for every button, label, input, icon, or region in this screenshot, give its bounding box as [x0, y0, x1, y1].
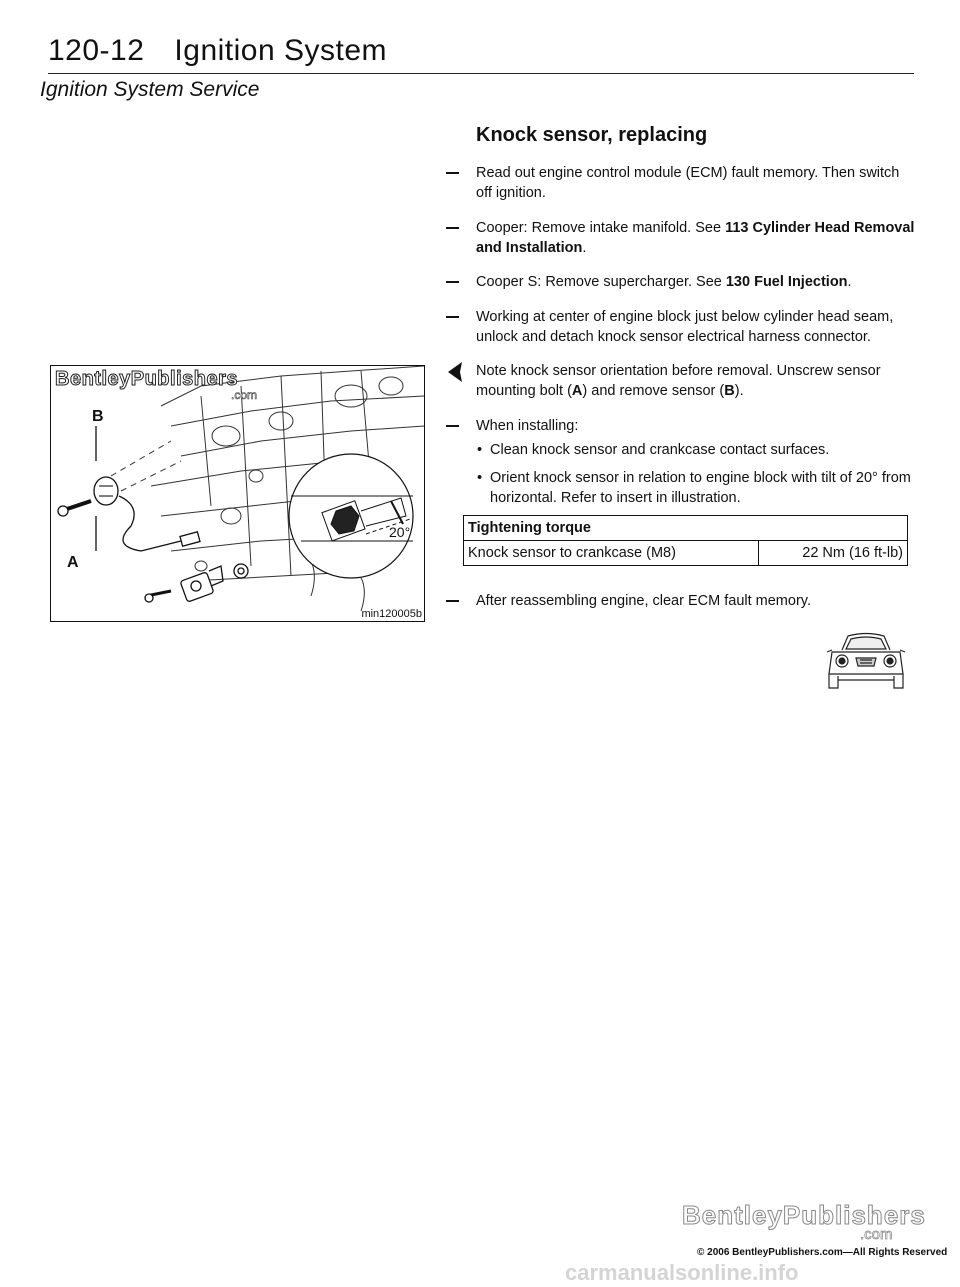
page-header: [48, 34, 387, 68]
knock-sensor-illustration: [50, 365, 425, 622]
mini-cooper-car-icon: [826, 630, 906, 697]
table-heading: Tightening torque: [464, 516, 908, 541]
procedure-title: Knock sensor, replacing: [476, 124, 708, 146]
torque-value: 22 Nm (16 ft-lb): [758, 541, 907, 566]
step-item: [446, 416, 916, 436]
step-item: [446, 361, 916, 401]
dash-icon: [446, 591, 464, 602]
section-subtitle: Ignition System Service: [40, 78, 260, 101]
label-ref-b: B: [724, 383, 735, 399]
page-number: 120-12: [48, 34, 145, 67]
list-item: [476, 468, 916, 508]
header-rule: [48, 73, 914, 74]
step-text: Cooper S: Remove supercharger. See: [476, 274, 726, 290]
step-item: [446, 307, 916, 347]
bullet-icon: •: [477, 470, 483, 486]
step-item: [446, 163, 916, 203]
dash-icon: [446, 416, 464, 427]
copyright-notice: © 2006 BentleyPublishers.com—All Rights Reserved: [697, 1247, 948, 1258]
step-item: [446, 218, 916, 258]
footer-watermark-sub: .com: [860, 1226, 893, 1243]
list-item: [476, 440, 916, 460]
bullet-icon: •: [477, 442, 483, 458]
table-row: [464, 541, 908, 566]
figure-id: min120005b: [361, 608, 422, 620]
torque-item: Knock sensor to crankcase (M8): [464, 541, 759, 566]
dash-icon: [446, 307, 464, 318]
table-header-row: [464, 516, 908, 541]
pointer-arrow-icon: [446, 361, 464, 389]
step-text: After reassembling engine, clear ECM fault memory.: [476, 593, 811, 609]
engine-block-drawing: [51, 366, 424, 621]
site-watermark: carmanualsonline.info: [565, 1260, 799, 1285]
figure-label-a: A: [67, 554, 79, 571]
dash-icon: [446, 163, 464, 174]
bullet-text: Orient knock sensor in relation to engine block with tilt of 20° from horizontal. Refer to insert in illustration.: [490, 470, 911, 506]
figure-watermark-sub: .com: [231, 388, 258, 402]
step-text-end: .: [847, 274, 852, 290]
step-text: Cooper: Remove intake manifold. See: [476, 220, 726, 236]
cross-reference: 130 Fuel Injection: [725, 274, 848, 290]
dash-icon: [446, 218, 464, 229]
label-ref-a: A: [571, 383, 583, 399]
install-bullet-list: [476, 440, 916, 516]
step-text: When installing:: [476, 418, 579, 434]
figure-watermark: BentleyPublishers: [55, 368, 239, 390]
chapter-title: Ignition System: [174, 34, 388, 67]
step-text: Working at center of engine block just below cylinder head seam, unlock and detach knock sensor electrical harness connector.: [476, 309, 894, 345]
angle-label: 20°: [389, 524, 411, 540]
step-text: Note knock sensor orientation before removal. Unscrew sensor mounting bolt (: [476, 363, 881, 399]
step-item: [446, 591, 916, 611]
footer-watermark: BentleyPublishers: [682, 1200, 926, 1230]
figure-label-b: B: [92, 408, 104, 425]
step-text: ) and remove sensor (: [582, 383, 725, 399]
step-item: [446, 272, 916, 292]
step-text: Read out engine control module (ECM) fault memory. Then switch off ignition.: [476, 165, 900, 201]
bullet-text: Clean knock sensor and crankcase contact surfaces.: [490, 442, 830, 458]
cross-reference: 113 Cylinder Head Removal and Installation: [476, 220, 915, 256]
torque-table: [463, 515, 908, 566]
dash-icon: [446, 272, 464, 283]
step-text: ).: [734, 383, 744, 399]
step-text-end: .: [582, 240, 587, 256]
